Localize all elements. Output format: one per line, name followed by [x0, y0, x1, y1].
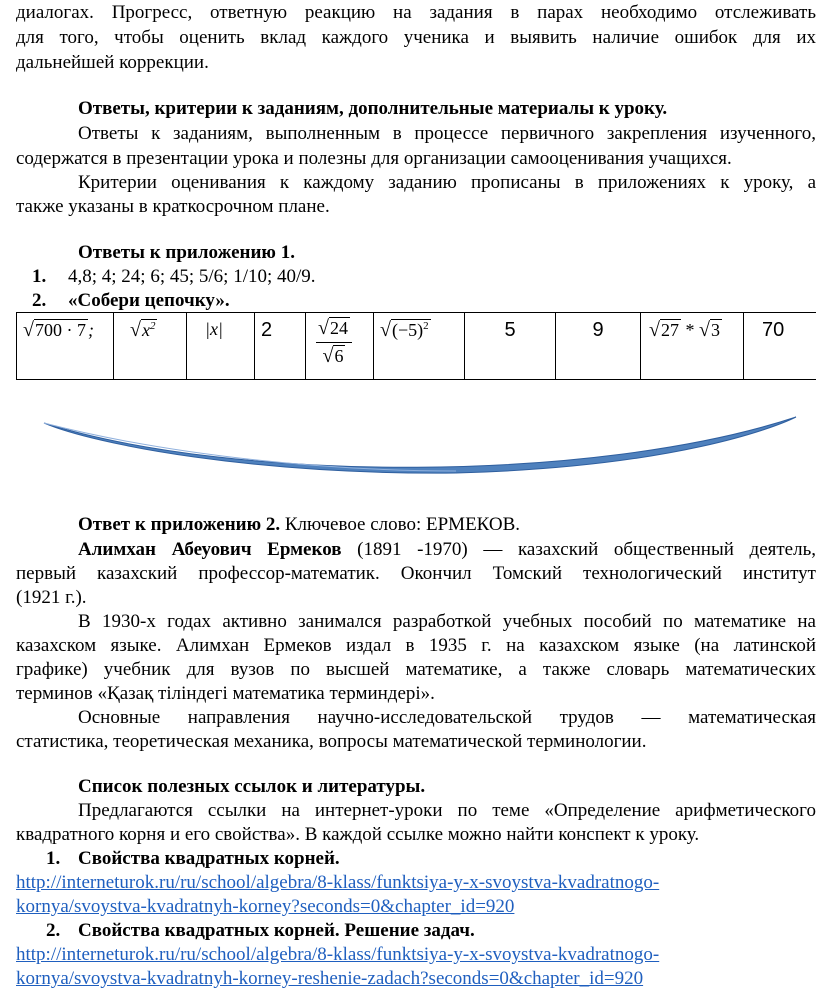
chain-cell-8 [556, 313, 641, 380]
appendix2-p2-line-4: терминов «Қазақ тіліндегі математика терминдері». [16, 683, 435, 704]
chain-value-9: 9 [592, 319, 604, 341]
intro-line-1: диалогах. Прогресс, ответную реакцию на задания в парах необходимо отслеживать [16, 2, 816, 23]
links-item2-number: 2. [46, 920, 61, 941]
appendix2-heading-line [78, 514, 520, 536]
links-item1-url-line-2[interactable] [16, 896, 514, 918]
link-1-part-2[interactable]: kornya/svoystva-kvadratnyh-korney?seconds=0&chapter_id=920 [16, 896, 515, 917]
sqrt-neg5-squared: $√(-5)^2$ [380, 319, 429, 341]
links-item1-url-line-1[interactable] [16, 872, 659, 894]
links-item2-title: Свойства квадратных корней. Решение задач. [78, 920, 475, 941]
link-1-part-1[interactable]: http://interneturok.ru/ru/school/algebra/8-klass/funktsiya-y-x-svoystva-kvadratnogo- [16, 872, 660, 893]
appendix1-item1-text: 4,8; 4; 24; 6; 45; 5/6; 1/10; 40/9. [68, 266, 316, 287]
chain-cell-10 [744, 313, 816, 380]
appendix2-bio-line-2: первый казахский профессор-математик. Окончил Томский технологический институт [16, 563, 816, 584]
appendix2-bio-line-1: Алимхан Абеуович Ермеков (1891 -1970) — казахский общественный деятель, [78, 539, 816, 560]
appendix1-item2-number: 2. [32, 290, 47, 311]
fraction-sqrt24-over-sqrt6: $\frac{√24}{√6}$ [316, 317, 352, 368]
links-item1-number: 1. [46, 848, 61, 869]
appendix2-p2-line-1: В 1930-х годах активно занимался разработкой учебных пособий по математике на [78, 611, 816, 632]
chain-cell-4 [255, 313, 306, 380]
chain-table [16, 312, 816, 380]
appendix2-p2-line-3: графике) учебник для вузов по высшей математике, а также словарь математических [16, 659, 816, 680]
appendix1-item1-number: 1. [32, 266, 47, 287]
chain-cell-6 [374, 313, 465, 380]
chain-value-5: 5 [504, 319, 516, 341]
chain-cell-5 [306, 313, 374, 380]
sqrt-700x7: √700 · 7 ; [23, 319, 94, 341]
links-p-line-1: Предлагаются ссылки на интернет-уроки по теме «Определение арифметического [78, 800, 816, 821]
links-item1-title: Свойства квадратных корней. [78, 848, 340, 869]
intro-line-3: дальнейшей коррекции. [16, 52, 209, 73]
appendix2-bio-line-3: (1921 г.). [16, 587, 87, 608]
answers-p2-line-2: также указаны в краткосрочном плане. [16, 196, 330, 217]
chain-cell-7 [465, 313, 556, 380]
chain-value-2: 2 [261, 319, 273, 341]
link-2-part-1[interactable]: http://interneturok.ru/ru/school/algebra/8-klass/funktsiya-y-x-svoystva-kvadratnogo- [16, 944, 660, 965]
links-heading: Список полезных ссылок и литературы. [78, 776, 426, 797]
links-p-line-2: квадратного корня и его свойства». В каждой ссылке можно найти конспект к уроку. [16, 824, 700, 845]
appendix2-keyword: Ключевое слово: ЕРМЕКОВ. [280, 514, 521, 535]
appendix2-heading: Ответ к приложению 2. [78, 514, 281, 535]
appendix2-p2-line-2: казахском языке. Алимхан Ермеков издал в 1935 г. на казахском языке (на латинской [16, 635, 816, 656]
appendix2-p3-line-2: статистика, теоретическая механика, вопросы математической терминологии. [16, 731, 647, 752]
chain-cell-1 [17, 313, 114, 380]
appendix1-item2-text: «Собери цепочку». [68, 290, 230, 311]
abs-x: |x| [205, 319, 223, 339]
answers-p1-line-1: Ответы к заданиям, выполненным в процессе первичного закрепления изученного, [78, 123, 816, 144]
links-item2-url-line-1[interactable] [16, 944, 659, 966]
curved-arrow-icon [36, 405, 806, 485]
answers-p1-line-2: содержатся в презентации урока и полезны для организации самооценивания учащихся. [16, 148, 732, 169]
answers-heading: Ответы, критерии к заданиям, дополнительные материалы к уроку. [78, 98, 668, 119]
sqrt27-times-sqrt3: √27 * √3 [649, 319, 720, 341]
intro-line-2: для того, чтобы оценить вклад каждого ученика и выявить наличие ошибок для их [16, 27, 816, 48]
links-item2-url-line-2[interactable] [16, 968, 643, 990]
appendix1-heading: Ответы к приложению 1. [78, 242, 295, 263]
chain-value-70: 70 [762, 319, 785, 341]
chain-cell-9 [641, 313, 744, 380]
chain-cell-2 [114, 313, 187, 380]
appendix2-p3-line-1: Основные направления научно-исследовательской трудов — математическая [78, 707, 816, 728]
sqrt-x-squared: $√x^2$ [130, 319, 156, 341]
answers-p2-line-1: Критерии оценивания к каждому заданию прописаны в приложениях к уроку, а [78, 172, 816, 193]
chain-row [17, 313, 816, 380]
chain-cell-3 [187, 313, 255, 380]
ermekov-name: Алимхан Абеуович Ермеков [78, 539, 342, 560]
link-2-part-2[interactable]: kornya/svoystva-kvadratnyh-korney-reshenie-zadach?seconds=0&chapter_id=920 [16, 968, 644, 989]
